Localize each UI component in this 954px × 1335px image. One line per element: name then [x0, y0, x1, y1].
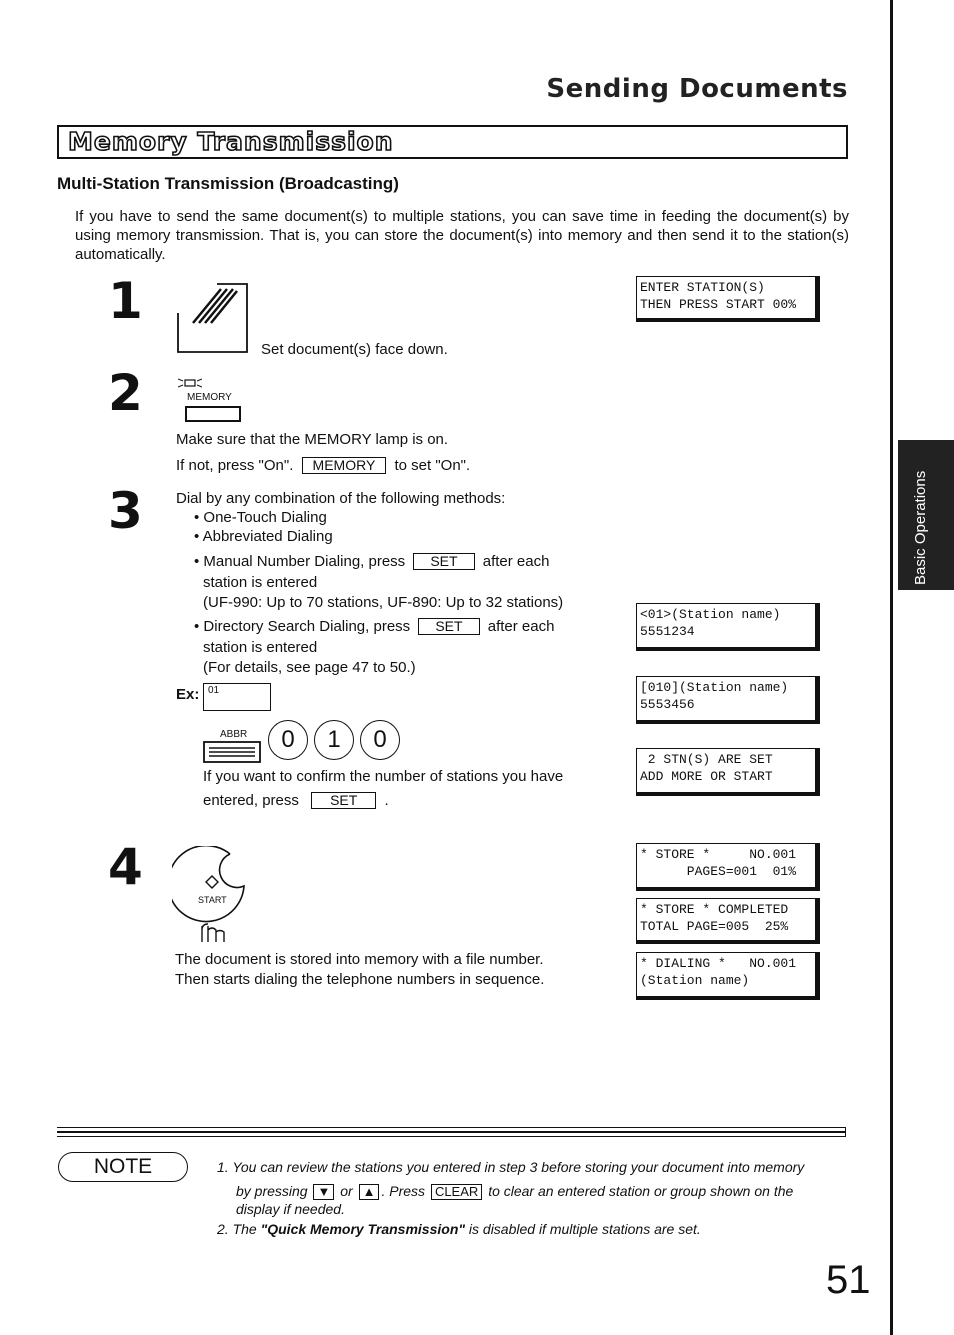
step3-bullet3	[194, 552, 549, 571]
step-number-1: 1	[108, 272, 143, 330]
lcd-display: * STORE * COMPLETED TOTAL PAGE=005 25%	[636, 898, 820, 944]
confirm-post: .	[384, 792, 389, 809]
lcd-display: ENTER STATION(S) THEN PRESS START 00%	[636, 276, 820, 322]
page-header: Sending Documents	[546, 74, 848, 104]
lcd-display: <01>(Station name) 5551234	[636, 603, 820, 651]
set-key: SET	[311, 792, 376, 809]
section-title: Memory Transmission	[68, 127, 394, 156]
document-icon	[177, 283, 249, 358]
bullet3-post: after each	[482, 553, 550, 570]
right-margin-rule	[890, 0, 893, 1335]
step3-bullet1: • One-Touch Dialing	[194, 509, 327, 526]
step2-line2	[176, 456, 470, 475]
bullet4-line2: station is entered	[203, 639, 318, 656]
note-1-line3: display if needed.	[236, 1201, 345, 1217]
step3-intro: Dial by any combination of the following methods:	[176, 490, 506, 507]
note-text-part: . Press	[381, 1183, 426, 1199]
bullet3-pre: • Manual Number Dialing, press	[194, 553, 406, 570]
intro-paragraph: If you have to send the same document(s) to multiple stations, you can save time in feeding the document(s) by using memory transmission. That is, you can store the document(s) into memory and then send it to the station(s) automatically.	[75, 208, 849, 263]
bullet4-post: after each	[487, 618, 555, 635]
note-2	[217, 1219, 701, 1239]
note-text-part: or	[340, 1183, 353, 1199]
step2-line1: Make sure that the MEMORY lamp is on.	[176, 431, 449, 448]
note-text-part: 2. The	[217, 1221, 261, 1237]
lcd-display: * DIALING * NO.001 (Station name)	[636, 952, 820, 1000]
clear-key: CLEAR	[431, 1184, 482, 1200]
confirm-line2	[203, 791, 389, 810]
bullet4-pre: • Directory Search Dialing, press	[194, 618, 411, 635]
side-tab	[898, 440, 954, 590]
note-1-line1: 1. You can review the stations you entered in step 3 before storing your document into memory	[217, 1159, 805, 1175]
lcd-display: [010](Station name) 5553456	[636, 676, 820, 724]
memory-button-icon	[185, 406, 241, 422]
side-tab-label: Basic Operations	[912, 470, 929, 585]
subheading: Multi-Station Transmission (Broadcasting)	[57, 174, 399, 193]
lcd-display: * STORE * NO.001 PAGES=001 01%	[636, 843, 820, 891]
step-number-4: 4	[108, 838, 143, 896]
memory-key: MEMORY	[302, 457, 387, 474]
abbr-key-icon	[203, 741, 261, 768]
note-text-part: is disabled if multiple stations are set.	[465, 1221, 701, 1237]
bullet3-line3: (UF-990: Up to 70 stations, UF-890: Up to 32 stations)	[203, 594, 564, 611]
note-text-part: to clear an entered station or group shown on the	[488, 1183, 794, 1199]
confirm-pre: entered, press	[203, 792, 299, 809]
memory-lamp-label: MEMORY	[187, 392, 232, 403]
start-label: START	[198, 895, 227, 905]
down-arrow-key: ▼	[313, 1184, 334, 1200]
digit-key: 0	[268, 720, 308, 760]
note-1-line2	[236, 1181, 793, 1201]
page-number: 51	[826, 1258, 871, 1302]
up-arrow-key: ▲	[359, 1184, 380, 1200]
digit-key: 0	[360, 720, 400, 760]
set-key: SET	[413, 553, 474, 570]
note-divider	[57, 1127, 846, 1137]
lcd-display: 2 STN(S) ARE SET ADD MORE OR START	[636, 748, 820, 796]
bullet4-line3: (For details, see page 47 to 50.)	[203, 659, 416, 676]
note-text-part: by pressing	[236, 1183, 308, 1199]
step3-bullet4	[194, 617, 554, 636]
confirm-line1: If you want to confirm the number of stations you have	[203, 768, 564, 785]
example-display: 01	[203, 683, 271, 711]
step3-bullet2: • Abbreviated Dialing	[194, 528, 333, 545]
step4-line2: Then starts dialing the telephone numbers in sequence.	[175, 971, 545, 988]
step4-line1: The document is stored into memory with a file number.	[175, 951, 544, 968]
step2-line2-post: to set "On".	[394, 457, 471, 474]
step-number-3: 3	[108, 482, 143, 540]
note-label: NOTE	[58, 1152, 188, 1182]
step2-line2-pre: If not, press "On".	[176, 457, 294, 474]
digit-keys	[268, 720, 406, 760]
note-emphasis: "Quick Memory Transmission"	[260, 1221, 466, 1237]
example-label: Ex:	[176, 686, 200, 703]
bullet3-line2: station is entered	[203, 574, 318, 591]
set-key: SET	[418, 618, 479, 635]
step1-text: Set document(s) face down.	[261, 341, 448, 358]
digit-key: 1	[314, 720, 354, 760]
step-number-2: 2	[108, 364, 143, 422]
abbr-label: ABBR	[220, 729, 248, 740]
